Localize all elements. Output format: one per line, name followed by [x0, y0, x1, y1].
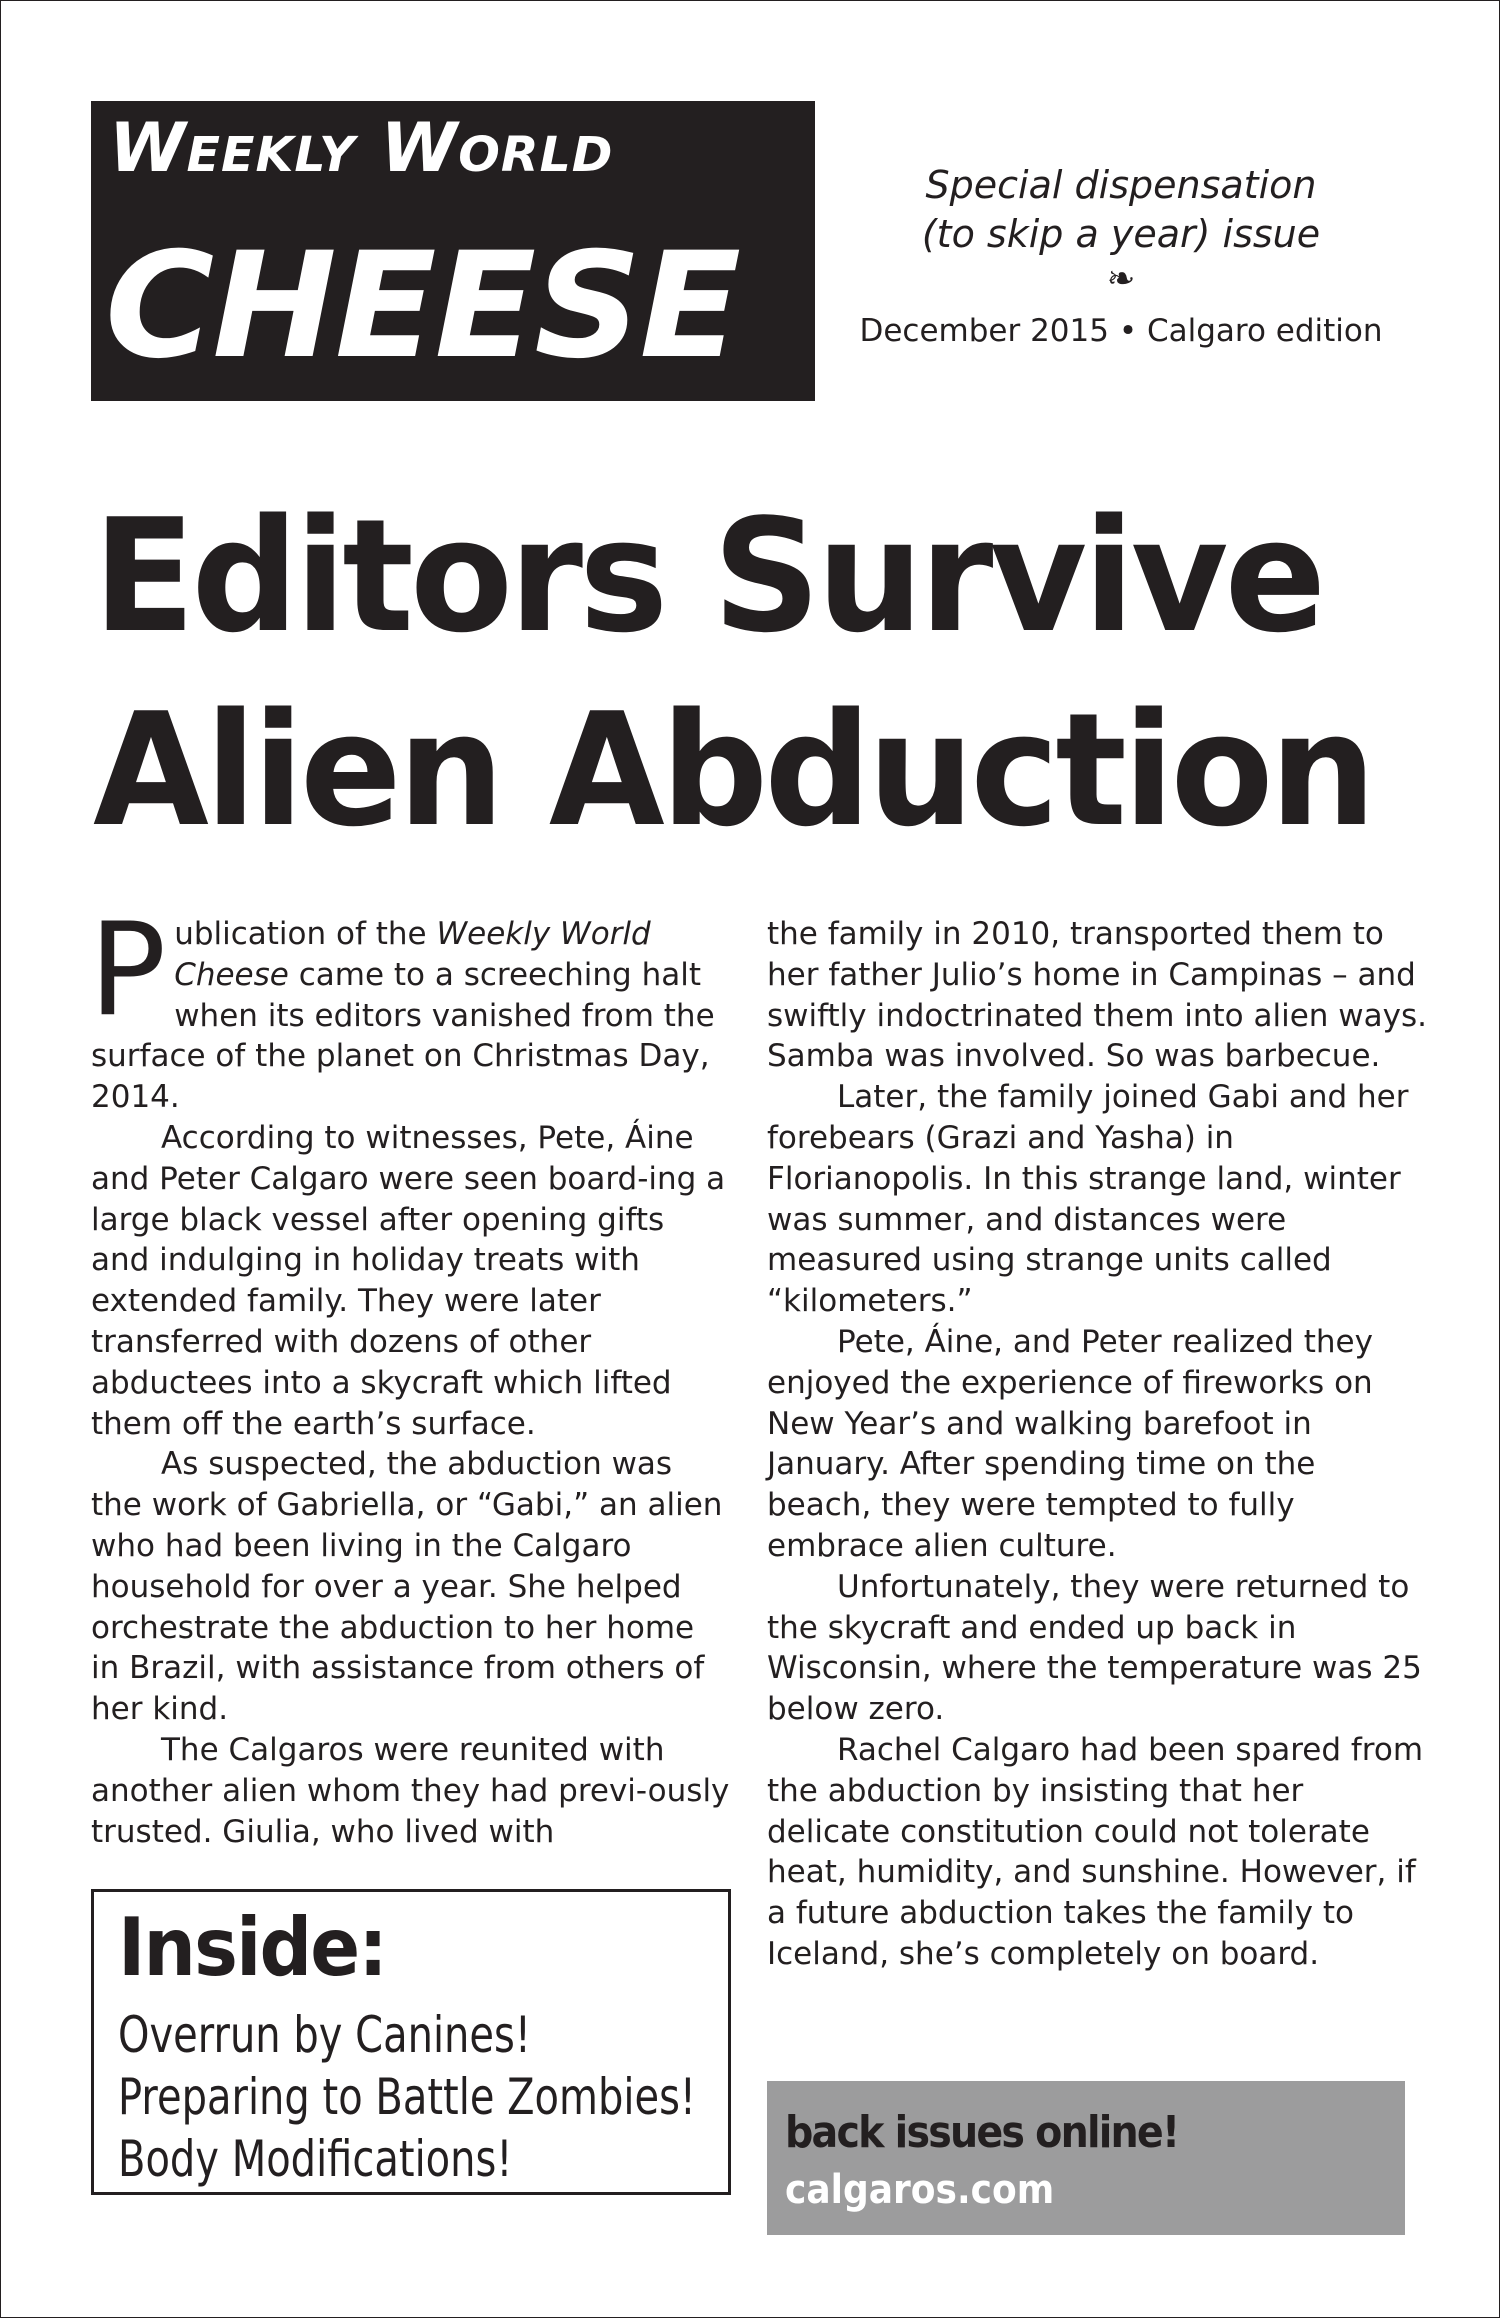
flourish-icon: ❧	[1106, 259, 1136, 299]
article-paragraph-7: Unfortunately, they were returned to the skycraft and ended up back in Wisconsin, where the temperature was 25 below zero.	[767, 1568, 1422, 1728]
article-paragraph-3: As suspected, the abduction was the work of Gabriella, or “Gabi,” an alien who had been living in the Calgaro household for over a year. She helped orchestrate the abduction to her home in Brazil, with assistance from others of her kind.	[91, 1446, 723, 1728]
inside-list	[118, 2004, 840, 2190]
issue-subtitle-line2: (to skip a year) issue	[921, 212, 1321, 256]
drop-cap: P	[89, 896, 167, 1045]
article-paragraph-6: Pete, Áine, and Peter realized they enjoyed the experience of fireworks on New Year’s and walking barefoot in January. After spending time on the beach, they were tempted to fully embrace alien culture.	[767, 1323, 1373, 1564]
issue-date: December 2015 • Calgaro edition	[859, 313, 1383, 349]
inside-item: Preparing to Battle Zombies!	[118, 2068, 696, 2126]
publication-name: Weekly World Cheese	[174, 916, 651, 993]
inside-title: Inside:	[118, 1901, 386, 1994]
article-paragraph-4-continued: the family in 2010, transported them to her father Julio’s home in Campinas – and swiftly indoctrinated them into alien ways. Samba was involved. So was barbecue.	[767, 916, 1427, 1075]
headline-line1: Editors Survive	[93, 485, 1323, 667]
article-column-right	[767, 914, 1427, 1975]
back-issues-promo	[767, 2081, 1405, 2235]
article-paragraph-4: The Calgaros were reunited with another alien whom they had previ‐ously trusted. Giulia, who lived with	[91, 1731, 730, 1850]
inside-box	[91, 1889, 731, 2195]
article-column-left	[89, 896, 731, 1852]
article-paragraph-2: According to witnesses, Pete, Áine and Peter Calgaro were seen board‐ing a large black vessel after opening gifts and indulging in holiday treats with extended family. They were later transferred with dozens of other abductees into a skycraft which lifted them off the earth’s surface.	[91, 1119, 726, 1442]
article-paragraph-5: Later, the family joined Gabi and her forebears (Grazi and Yasha) in Florianopolis. In this strange land, winter was summer, and distances were measured using strange units called “kilometers.”	[767, 1079, 1409, 1320]
masthead-title: CHEESE	[105, 221, 740, 391]
website-link[interactable]: calgaros.com	[785, 2167, 1055, 2213]
inside-item: Body Modifications!	[118, 2130, 513, 2188]
issue-info	[831, 161, 1411, 351]
article-paragraph-8: Rachel Calgaro had been spared from the abduction by insisting that her delicate constitution could not tolerate heat, humidity, and sunshine. However, if a future abduction takes the family to Iceland, she’s completely on board.	[767, 1731, 1424, 1972]
issue-subtitle-line1: Special dispensation	[925, 163, 1317, 207]
inside-item: Overrun by Canines!	[118, 2006, 531, 2064]
headline	[93, 479, 1373, 867]
masthead	[91, 101, 815, 401]
back-issues-text: back issues online!	[785, 2107, 1179, 2158]
masthead-line1: WEEKLY WORLD	[109, 109, 614, 188]
headline-line2: Alien Abduction	[93, 679, 1373, 861]
article-paragraph-1: Publication of the Weekly World Cheese came to a screeching halt when its editors vanished from the surface of the planet on Christmas Day, 2014.	[89, 896, 715, 1116]
